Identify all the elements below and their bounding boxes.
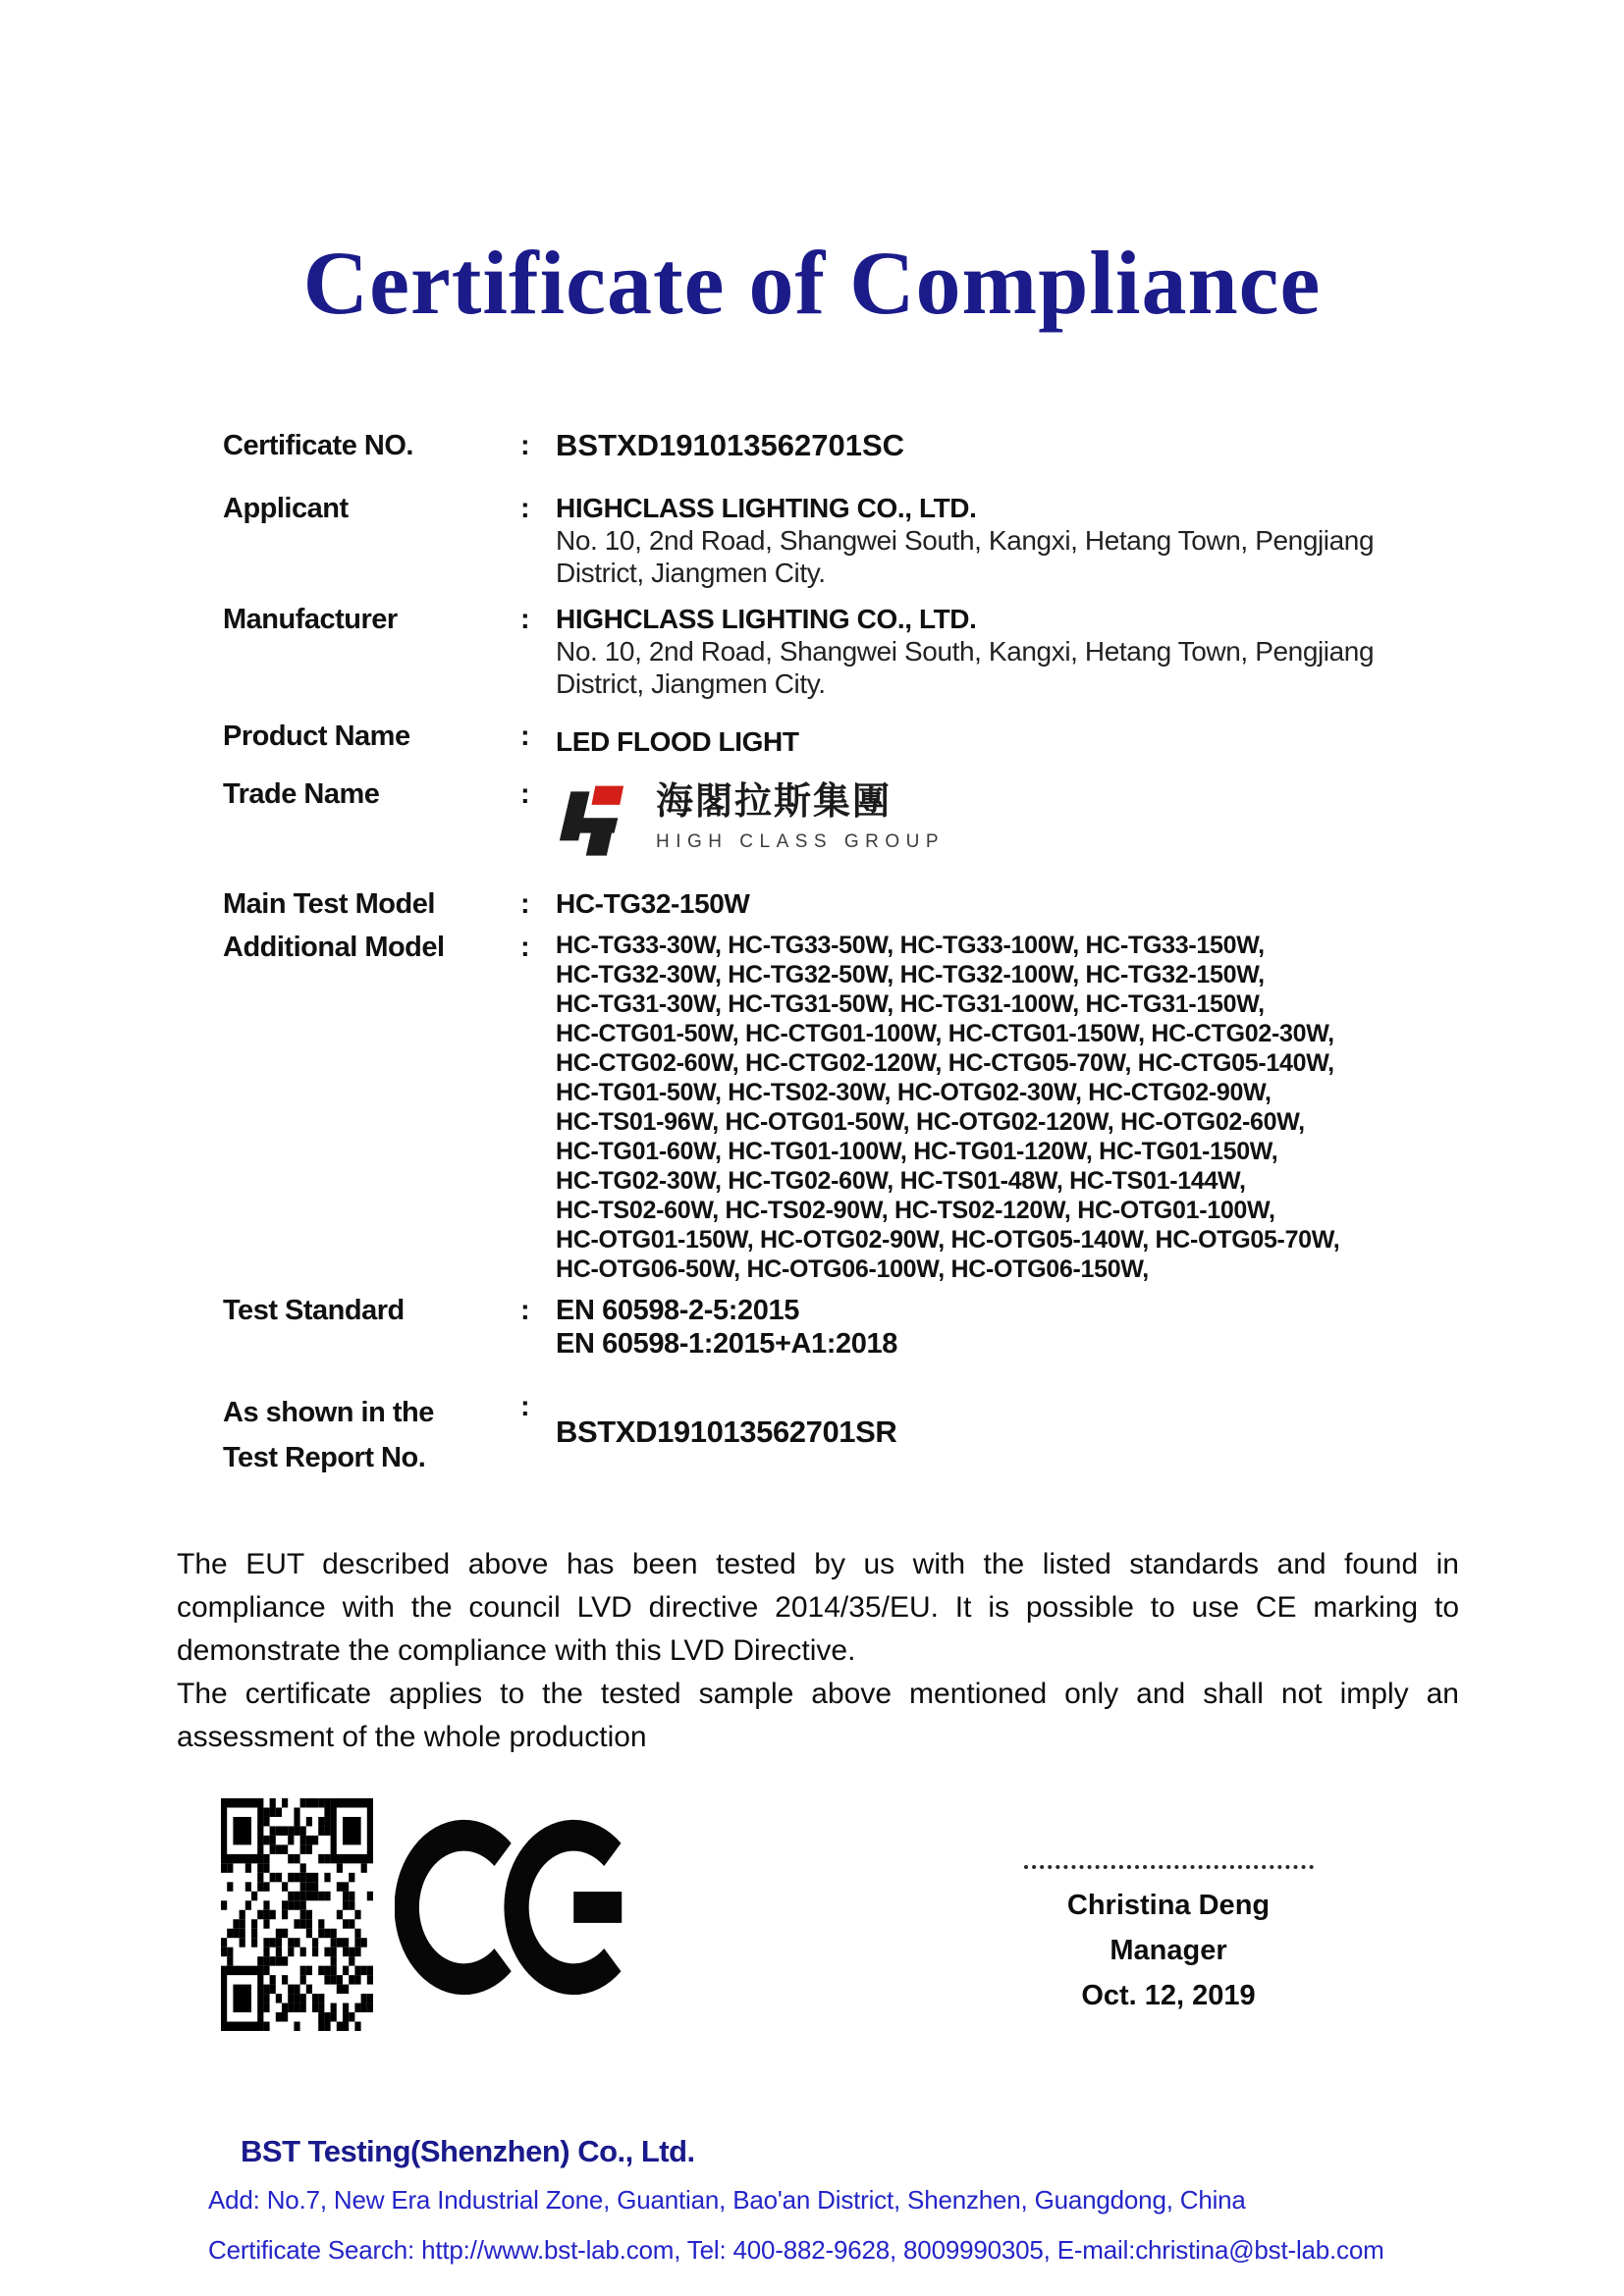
- colon: :: [520, 887, 530, 920]
- field-row-test-report: [223, 1390, 1516, 1480]
- statement-paragraph-2: The certificate applies to the tested sample above mentioned only and shall not imply an assessment of the whole production: [177, 1677, 1459, 1753]
- signature-date: Oct. 12, 2019: [1081, 1979, 1256, 2011]
- lab-contact-line: Certificate Search: http://www.bst-lab.com, Tel: 400-882-9628, 8009990305, E-mail:christina@bst-lab.com: [208, 2234, 1384, 2265]
- product-name-label: Product Name: [223, 720, 410, 752]
- certificate-fields: [223, 429, 1516, 1480]
- colon: :: [520, 931, 530, 963]
- hc-monogram-icon: [556, 781, 650, 868]
- signature-block: [967, 1865, 1370, 2018]
- model-line: HC-TG31-30W, HC-TG31-50W, HC-TG31-100W, HC-TG31-150W,: [556, 989, 1265, 1018]
- lab-company-name: BST Testing(Shenzhen) Co., Ltd.: [241, 2133, 695, 2168]
- logo-english-text: HIGH CLASS GROUP: [656, 830, 946, 852]
- manufacturer-label: Manufacturer: [223, 603, 398, 635]
- manufacturer-name: HIGHCLASS LIGHTING CO., LTD.: [556, 603, 977, 634]
- field-row-certificate-no: [223, 429, 1516, 462]
- test-standard-line2: EN 60598-1:2015+A1:2018: [556, 1327, 897, 1360]
- page-title: Certificate of Compliance: [302, 233, 1322, 333]
- trade-name-label: Trade Name: [223, 777, 380, 810]
- applicant-address-line1: No. 10, 2nd Road, Shangwei South, Kangxi, Hetang Town, Pengjiang: [556, 524, 1375, 556]
- stamp-row: [0, 1798, 1624, 2044]
- test-standard-label: Test Standard: [223, 1294, 405, 1326]
- colon: :: [520, 720, 530, 752]
- model-line: HC-TG01-60W, HC-TG01-100W, HC-TG01-120W, HC-TG01-150W,: [556, 1137, 1278, 1165]
- model-line: HC-TG02-30W, HC-TG02-60W, HC-TS01-48W, HC-TS01-144W,: [556, 1166, 1246, 1195]
- manufacturer-address-line1: No. 10, 2nd Road, Shangwei South, Kangxi, Hetang Town, Pengjiang: [556, 635, 1375, 667]
- colon: :: [520, 603, 530, 635]
- manufacturer-address-line2: District, Jiangmen City.: [556, 667, 826, 699]
- model-line: HC-OTG06-50W, HC-OTG06-100W, HC-OTG06-150W,: [556, 1255, 1149, 1283]
- model-line: HC-OTG01-150W, HC-OTG02-90W, HC-OTG05-140W, HC-OTG05-70W,: [556, 1225, 1340, 1254]
- test-standard-values: [556, 1294, 1516, 1361]
- colon: :: [520, 1294, 530, 1326]
- model-line: HC-TS01-96W, HC-OTG01-50W, HC-OTG02-120W, HC-OTG02-60W,: [556, 1107, 1305, 1136]
- colon: :: [520, 492, 530, 524]
- additional-model-list: [556, 931, 1516, 1284]
- main-test-model-label: Main Test Model: [223, 887, 435, 920]
- main-test-model-value: HC-TG32-150W: [556, 887, 750, 919]
- field-row-test-standard: [223, 1294, 1516, 1361]
- applicant-address-line2: District, Jiangmen City.: [556, 557, 826, 588]
- footer: [0, 2134, 1624, 2266]
- certificate-no-value: BSTXD191013562701SC: [556, 427, 905, 462]
- model-line: HC-CTG01-50W, HC-CTG01-100W, HC-CTG01-150W, HC-CTG02-30W,: [556, 1019, 1334, 1047]
- applicant-label: Applicant: [223, 492, 349, 524]
- test-report-label-line1: As shown in the: [223, 1396, 434, 1428]
- logo-chinese-text: 海閣拉斯集團: [656, 780, 893, 823]
- colon: :: [520, 1390, 530, 1422]
- model-line: HC-TS02-60W, HC-TS02-90W, HC-TS02-120W, HC-OTG01-100W,: [556, 1196, 1275, 1224]
- product-name-value: LED FLOOD LIGHT: [556, 725, 799, 757]
- model-line: HC-CTG02-60W, HC-CTG02-120W, HC-CTG05-70W, HC-CTG05-140W,: [556, 1048, 1334, 1077]
- qr-code: [221, 1798, 373, 2031]
- lab-address: Add: No.7, New Era Industrial Zone, Guantian, Bao'an District, Shenzhen, Guangdong, China: [208, 2184, 1246, 2215]
- model-line: HC-TG33-30W, HC-TG33-50W, HC-TG33-100W, HC-TG33-150W,: [556, 931, 1265, 959]
- certificate-no-label: Certificate NO.: [223, 429, 413, 461]
- ce-mark-icon: [395, 1803, 635, 2011]
- signer-title: Manager: [1110, 1934, 1227, 1966]
- test-report-label-line2: Test Report No.: [223, 1441, 426, 1473]
- additional-model-label: Additional Model: [223, 931, 445, 963]
- model-line: HC-TG32-30W, HC-TG32-50W, HC-TG32-100W, HC-TG32-150W,: [556, 960, 1265, 988]
- field-row-applicant: [223, 492, 1516, 589]
- field-row-trade-name: [223, 777, 1516, 868]
- test-standard-line1: EN 60598-2-5:2015: [556, 1294, 799, 1326]
- field-row-main-test-model: [223, 887, 1516, 921]
- field-row-product-name: [223, 720, 1516, 758]
- compliance-statement: [177, 1543, 1459, 1759]
- test-report-value: BSTXD191013562701SR: [556, 1414, 897, 1449]
- colon: :: [520, 429, 530, 461]
- high-class-group-logo: [556, 781, 1516, 868]
- applicant-name: HIGHCLASS LIGHTING CO., LTD.: [556, 492, 977, 523]
- statement-paragraph-1: The EUT described above has been tested by us with the listed standards and found in compliance with the council LVD directive 2014/35/EU. It is possible to use CE marking to demonstrate the compliance with this LVD Directive.: [177, 1547, 1459, 1667]
- signature-dotted-line: [1024, 1865, 1314, 1869]
- field-row-manufacturer: [223, 603, 1516, 700]
- signer-name: Christina Deng: [1066, 1889, 1271, 1921]
- field-row-additional-model: [223, 931, 1516, 1284]
- model-line: HC-TG01-50W, HC-TS02-30W, HC-OTG02-30W, HC-CTG02-90W,: [556, 1078, 1272, 1106]
- colon: :: [520, 777, 530, 810]
